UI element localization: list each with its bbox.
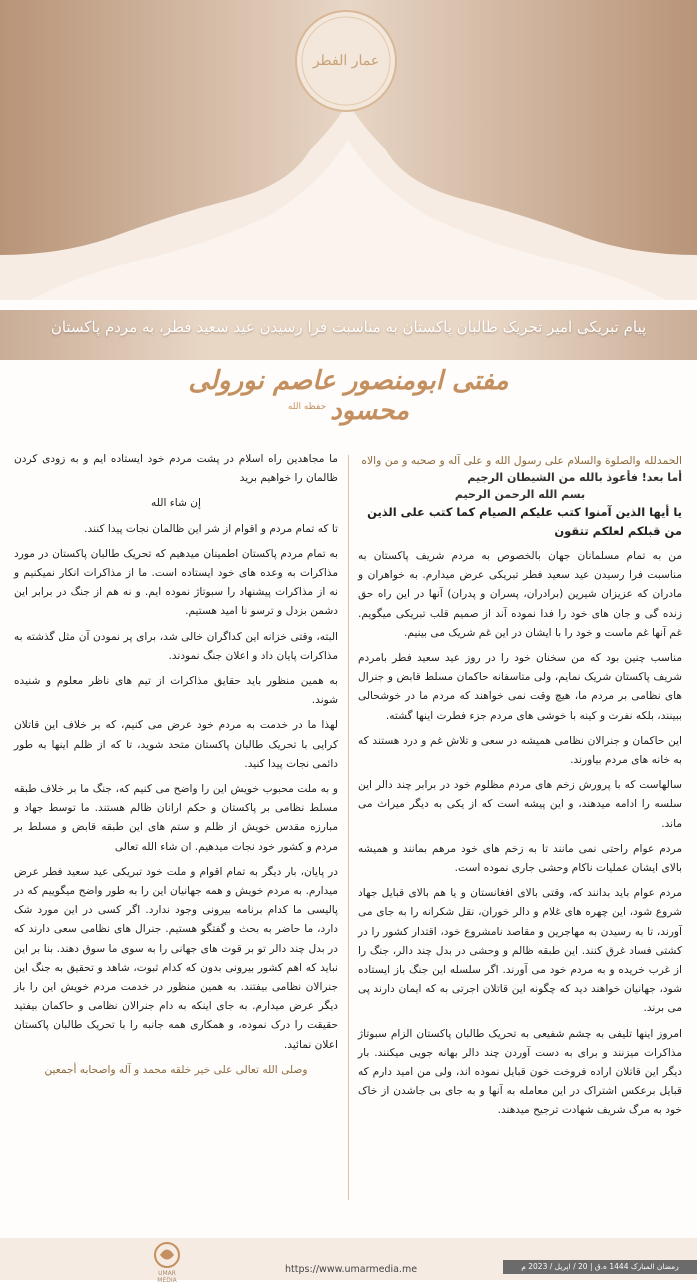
opening-praise: الحمدلله والصلوة والسلام علی رسول الله و علی آله و صحبه و من والاه [361, 454, 682, 467]
right-column [358, 452, 682, 1127]
paragraph: مردم عوام باید بدانند که، وقتی بالای افغانستان و یا هم بالای قبایل جهاد شروع شود، این چهره های غلام و دالر خوران، نقل شکرانه را به جای می آورند، تا به رسیدن به مهاجرین و مقاصد نامشروع خود، اقتدار کشور را در کشتی فساد غرق کنند. این طبقه ظالم و وحشی در بدل چند دالر، جنگ را از غرب خریده و به مردم خود می آورند. اگر سلسله این جنگ باز ایستاده شود، جهانیان خواهند دید که چگونه این قاتلان اجرتی به که ایمان دارند پی می برند. [358, 887, 682, 1015]
website-link[interactable]: https://www.umarmedia.me [285, 1264, 418, 1275]
logo-text: عمار الفطر [312, 53, 380, 69]
quran-verse: يا أيها الذين آمنوا كتب عليكم الصيام كما كتب على الذين من قبلكم لعلكم تتقون [367, 505, 682, 538]
paragraph: مناسب چنین بود که من سخنان خود را در روز عید سعید فطر بامردم شریف پاکستان شریک نمایم، ولی متاسفانه حاکمان مسلط قابض و جنرال های نظامی بر مردم ما، هیچ وقت نمی خواهند که مردم ما در خوشحالی ببینند، بلکه نفرت و کینه با خوشی های مردم جزء فطرت اینها گشته. [358, 652, 682, 722]
umar-media-calligraphy-logo [293, 8, 399, 114]
opening-basmala: بسم الله الرحمن الرحيم [454, 488, 586, 501]
column-divider [348, 455, 349, 1200]
paragraph: مردم عوام راحتی نمی مانند تا به زخم های خود مرهم بمانند و همیشه بالای ایشان عملیات ناکام وحشی جاری نموده است. [358, 842, 682, 875]
footer-logo-text: UMAR MEDIA [157, 1270, 177, 1284]
paragraph: البته، وقتی خزانه این کداگران خالی شد، برای پر نمودن آن مثل گذشته به مذاکرات پایان داد و اعلان جنگ نمودند. [14, 630, 338, 662]
opening-taawwudh: أما بعد! فأعوذ بالله من الشيطان الرجيم [467, 471, 682, 484]
paragraph: سالهاست که با پرورش زخم های مردم مظلوم خود در برابر چند دالر این سلسه را ادامه میدهند، و این پیشه است که از یکی به دیگر میراث می ماند. [358, 779, 682, 830]
publication-date: رمضان المبارک 1444 ه.ق | 20 / اپریل / 2023 م [503, 1260, 697, 1274]
paragraph: به تمام مردم پاکستان اطمینان میدهیم که تحریک طالبان پاکستان در مورد مذاکرات به وعده های خود ایستاده است. ما از مذاکرات انکار نمیکنیم و نه از مذاکرات پیشنهاد را سبوتاژ نموده ایم. و نه هم از جنگ در برابر این دشمن بزدل و ترسو نا امید هستیم. [14, 547, 338, 618]
left-column [14, 450, 338, 1080]
banner-title: پیام تبریکی امیر تحریک طالبان پاکستان به مناسبت فرا رسیدن عید سعید فطر، به مردم پاکستان [50, 318, 647, 336]
paragraph: ما مجاهدین راه اسلام در پشت مردم خود ایستاده ایم و به زودی کردن ظالمان را خواهیم برید [14, 453, 338, 485]
paragraph: به همین منظور باید حقایق مذاکرات از تیم های ناظر معلوم و شنیده شوند. [14, 675, 338, 707]
author-name: مفتی ابومنصور عاصم نورولی محسود [188, 366, 509, 426]
paragraph-inshallah: إن شاء الله [151, 497, 201, 510]
author-name-block [150, 366, 547, 426]
author-honorific: حفظه الله [287, 402, 327, 413]
paragraph: لهذا ما در خدمت به مردم خود عرض می کنیم، که بر خلاف این قاتلان کرایی با تحریک طالبان پاکستان متحد شوید، تا که از ظلم اینها به طور دائمی نجات پیدا کنید. [14, 719, 338, 770]
paragraph: در پایان، بار دیگر به تمام اقوام و ملت خود تبریکی عید سعید فطر عرض میدارم. به مردم خویش و همه جهانیان این را به طور واضح میگوییم که در پالیسی ما کدام برنامه بیرونی وجود ندارد. اگر کسی در این مورد شک دارد، ما حاضر به بحث و گفتگو هستیم. جنرال های نظامی سعی دارند که در بدل چند دالر تو بر قوت های جهانی را به سوی ما سوق دهند. بنا بر این نباید که اهم کشور بیرونی بدون که کدام ثبوت، شاهد و تحقیق به جنگ این جنرالان نظامی بیفتند. به همین منظور در خدمت مردم خویش این را باز دیگر عرض میدارم. به جای اینکه به دام جنرالان نظامی و حاکمان بیفتید حقیقت را درک نموده، و همکاری همه جانبه را با تحریک طالبان پاکستان اعلان نمائید. [14, 865, 338, 1051]
paragraph: امروز اینها تلیفی به چشم شفیعی به تحریک طالبان پاکستان الزام سبوتاژ مذاکرات میزنند و برای به دست آوردن چند دالر بهانه جویی میکنند. بار دیگر این قاتلان اراده فروخت خون قبایل نموده اند، ولی من امید دارم که قبایل برعکس اشتراک در این معامله به آنها و به جای بی جاشدن از خاک خود به مرگ شریف شهادت ترجیح میدهند. [358, 1027, 682, 1117]
paragraph: و به ملت محبوب خویش این را واضح می کنیم که، جنگ ما بر خلاف طبقه مسلط نظامی بر پاکستان و حکم ارانان ظالم هستند. ما توسط جهاد و مبارزه مقدس خویش از ظلم و ستم های این طبقه قابض و مسلط بر مردم و کشور خود نجات میدهیم. ان شاء الله تعالی [14, 783, 338, 853]
paragraph: من به تمام مسلمانان جهان بالخصوص به مردم شریف پاکستان به مناسبت فرا رسیدن عید سعید فطر تبریکی عرض میدارم. به خواهران و مادران که عزیزان شیرین (برادران، پسران و پدران) آنها در این راه حق زنده گی و جان های خود را فدا نموده آند از صمیم قلب تبریکی میگویم. غم آنها غم ماست و خود را با ایشان در این غم شریک می بینیم. [358, 550, 682, 639]
paragraph: تا که تمام مردم و اقوام از شر این ظالمان نجات پیدا کنند. [84, 522, 338, 535]
paragraph: این حاکمان و جنرالان نظامی همیشه در سعی و تلاش غم و درد هستند که به خانه های مردم بیاورند. [358, 734, 682, 767]
closing-prayer: وصلی الله تعالی علی خیر خلقه محمد و آله واصحابه أجمعین [44, 1063, 308, 1076]
